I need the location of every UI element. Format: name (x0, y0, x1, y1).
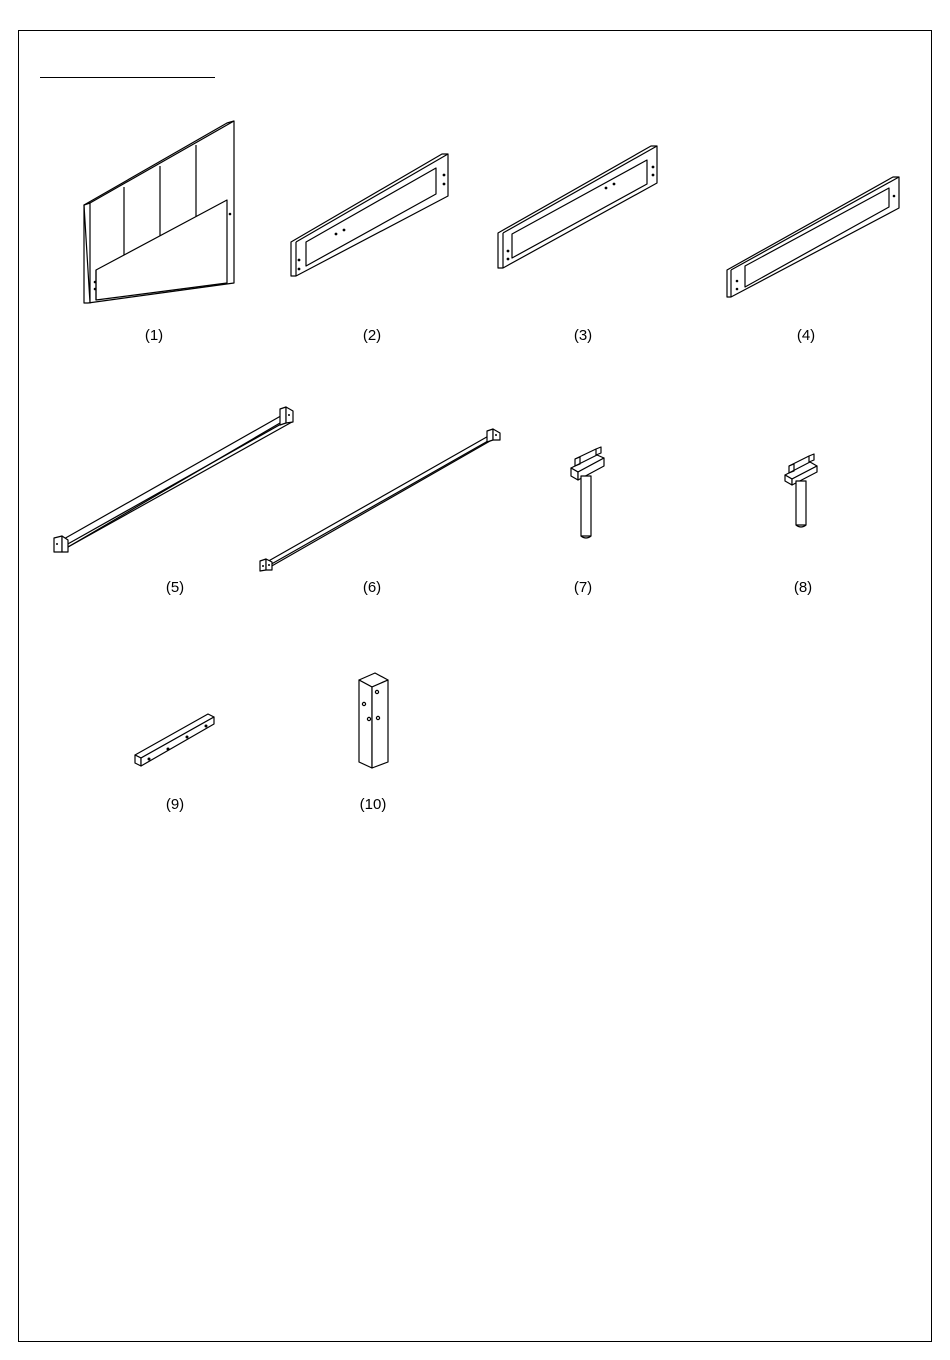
part-label-1: (1) (144, 327, 164, 344)
footboard-rail-icon (291, 154, 448, 276)
part-label-3: (3) (573, 327, 593, 344)
short-support-leg-icon (785, 454, 817, 527)
part-label-7: (7) (573, 579, 593, 596)
part-label-10: (10) (359, 796, 387, 813)
part-label-8: (8) (793, 579, 813, 596)
metal-rail-icon (260, 429, 500, 571)
part-label-5: (5) (165, 579, 185, 596)
part-label-4: (4) (796, 327, 816, 344)
post-block-icon (359, 673, 388, 768)
connector-bar-icon (135, 714, 214, 766)
slat-rail-icon (727, 177, 899, 297)
side-rail-icon (498, 146, 657, 268)
part-label-6: (6) (362, 579, 382, 596)
headboard-panel-icon (84, 121, 234, 303)
support-leg-icon (571, 447, 604, 538)
long-metal-rail-icon (54, 407, 293, 552)
part-label-2: (2) (362, 327, 382, 344)
part-label-9: (9) (165, 796, 185, 813)
